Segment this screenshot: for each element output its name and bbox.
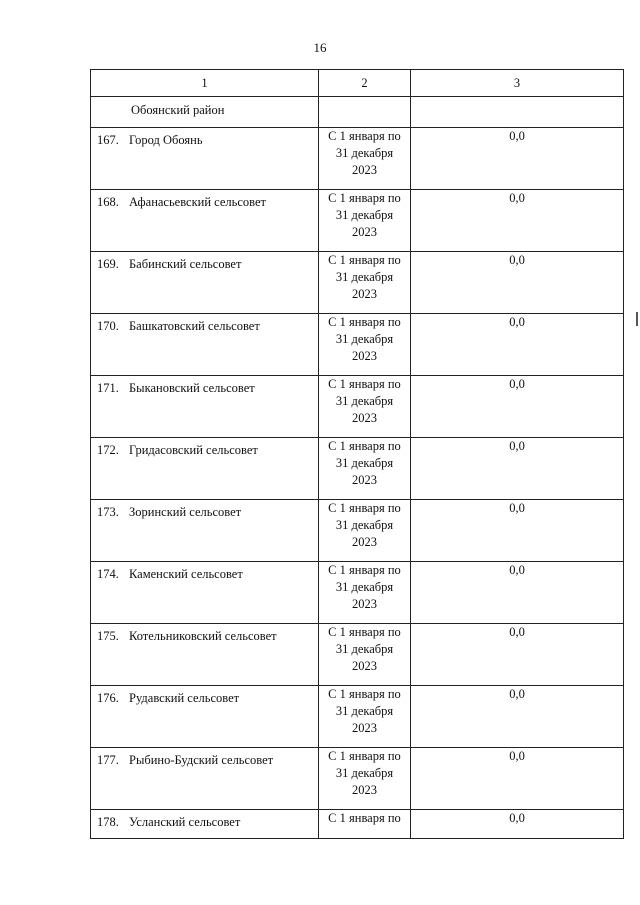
period-line: 31 декабря <box>335 456 394 470</box>
row-number: 171. <box>97 381 119 395</box>
table-row <box>91 562 624 624</box>
table-row <box>91 438 624 500</box>
period-cell <box>319 810 411 839</box>
value-cell: 0,0 <box>411 500 624 562</box>
row-number: 177. <box>97 753 119 767</box>
period-line: 2023 <box>352 659 377 673</box>
municipality-entry <box>91 624 318 645</box>
municipality-cell <box>91 128 319 190</box>
period-line: 2023 <box>352 349 377 363</box>
municipality-entry <box>91 500 318 521</box>
region-empty-cell <box>319 97 411 128</box>
period-line: 31 декабря <box>335 704 394 718</box>
value-cell: 0,0 <box>411 748 624 810</box>
municipality-name: Каменский сельсовет <box>129 567 243 581</box>
period-line: С 1 января по <box>328 563 401 577</box>
value-cell: 0,0 <box>411 624 624 686</box>
period-line: 2023 <box>352 535 377 549</box>
row-number: 178. <box>97 815 119 829</box>
period-line: С 1 января по <box>328 811 401 825</box>
row-number: 174. <box>97 567 119 581</box>
period-cell <box>319 438 411 500</box>
municipality-cell <box>91 438 319 500</box>
table-row <box>91 190 624 252</box>
column-header-2: 2 <box>319 70 411 97</box>
row-number: 176. <box>97 691 119 705</box>
region-row <box>91 97 624 128</box>
period-line: С 1 января по <box>328 253 401 267</box>
period-line: 2023 <box>352 225 377 239</box>
value-cell: 0,0 <box>411 314 624 376</box>
municipality-cell <box>91 624 319 686</box>
municipality-name: Усланский сельсовет <box>129 815 241 829</box>
value-cell: 0,0 <box>411 376 624 438</box>
row-number: 175. <box>97 629 119 643</box>
period-cell <box>319 128 411 190</box>
municipality-name: Афанасьевский сельсовет <box>129 195 267 209</box>
period-cell <box>319 748 411 810</box>
table-header-row <box>91 70 624 97</box>
value-cell: 0,0 <box>411 190 624 252</box>
table-row <box>91 314 624 376</box>
period-cell <box>319 562 411 624</box>
value-cell: 0,0 <box>411 252 624 314</box>
row-number: 169. <box>97 257 119 271</box>
table-row <box>91 128 624 190</box>
municipality-name: Быкановский сельсовет <box>129 381 255 395</box>
value-cell: 0,0 <box>411 810 624 839</box>
table-row <box>91 686 624 748</box>
period-line: 31 декабря <box>335 580 394 594</box>
municipality-entry <box>91 438 318 459</box>
municipality-cell <box>91 190 319 252</box>
municipality-cell <box>91 314 319 376</box>
municipality-entry <box>91 376 318 397</box>
table-row <box>91 376 624 438</box>
municipality-cell <box>91 376 319 438</box>
municipality-cell <box>91 686 319 748</box>
period-line: С 1 января по <box>328 191 401 205</box>
period-line: 2023 <box>352 721 377 735</box>
municipality-name: Рыбино-Будский сельсовет <box>129 753 274 767</box>
period-cell <box>319 252 411 314</box>
municipality-name: Башкатовский сельсовет <box>129 319 260 333</box>
period-line: 2023 <box>352 597 377 611</box>
table-row <box>91 252 624 314</box>
value-cell: 0,0 <box>411 686 624 748</box>
municipality-entry <box>91 562 318 583</box>
data-table <box>90 69 624 839</box>
period-line: 31 декабря <box>335 766 394 780</box>
period-line: 31 декабря <box>335 394 394 408</box>
period-line: С 1 января по <box>328 439 401 453</box>
period-line: 2023 <box>352 163 377 177</box>
period-line: 2023 <box>352 287 377 301</box>
period-line: 2023 <box>352 411 377 425</box>
municipality-entry <box>91 810 318 831</box>
municipality-entry <box>91 128 318 149</box>
period-line: 31 декабря <box>335 270 394 284</box>
municipality-cell <box>91 252 319 314</box>
municipality-name: Зоринский сельсовет <box>129 505 242 519</box>
period-line: 31 декабря <box>335 518 394 532</box>
municipality-cell <box>91 500 319 562</box>
period-line: 2023 <box>352 473 377 487</box>
row-number: 170. <box>97 319 119 333</box>
table-row <box>91 500 624 562</box>
period-line: 31 декабря <box>335 146 394 160</box>
value-cell: 0,0 <box>411 438 624 500</box>
column-header-3: 3 <box>411 70 624 97</box>
region-name-cell <box>91 97 319 128</box>
row-number: 172. <box>97 443 119 457</box>
period-cell <box>319 500 411 562</box>
period-line: С 1 января по <box>328 687 401 701</box>
municipality-cell <box>91 810 319 839</box>
region-name: Обоянский район <box>131 103 225 117</box>
municipality-name: Бабинский сельсовет <box>129 257 242 271</box>
period-line: С 1 января по <box>328 315 401 329</box>
column-header-1: 1 <box>91 70 319 97</box>
municipality-name: Гридасовский сельсовет <box>129 443 258 457</box>
row-number: 173. <box>97 505 119 519</box>
period-line: С 1 января по <box>328 501 401 515</box>
period-line: С 1 января по <box>328 129 401 143</box>
municipality-name: Город Обоянь <box>129 133 203 147</box>
municipality-name: Котельниковский сельсовет <box>129 629 277 643</box>
municipality-entry <box>91 314 318 335</box>
period-cell <box>319 624 411 686</box>
municipality-cell <box>91 562 319 624</box>
period-cell <box>319 314 411 376</box>
period-line: 31 декабря <box>335 332 394 346</box>
row-number: 168. <box>97 195 119 209</box>
value-cell: 0,0 <box>411 562 624 624</box>
table-body <box>91 70 624 839</box>
period-line: С 1 января по <box>328 749 401 763</box>
municipality-cell <box>91 748 319 810</box>
municipality-name: Рудавский сельсовет <box>129 691 240 705</box>
period-line: С 1 января по <box>328 625 401 639</box>
period-cell <box>319 376 411 438</box>
municipality-entry <box>91 252 318 273</box>
municipality-entry <box>91 190 318 211</box>
table-row <box>91 810 624 839</box>
table-row <box>91 748 624 810</box>
page-number: 16 <box>313 40 327 55</box>
municipality-entry <box>91 686 318 707</box>
row-number: 167. <box>97 133 119 147</box>
period-line: С 1 января по <box>328 377 401 391</box>
region-empty-cell <box>411 97 624 128</box>
period-cell <box>319 190 411 252</box>
period-line: 2023 <box>352 783 377 797</box>
page-edge-mark <box>636 312 638 326</box>
period-line: 31 декабря <box>335 208 394 222</box>
period-line: 31 декабря <box>335 642 394 656</box>
municipality-entry <box>91 748 318 769</box>
period-cell <box>319 686 411 748</box>
value-cell: 0,0 <box>411 128 624 190</box>
table-row <box>91 624 624 686</box>
